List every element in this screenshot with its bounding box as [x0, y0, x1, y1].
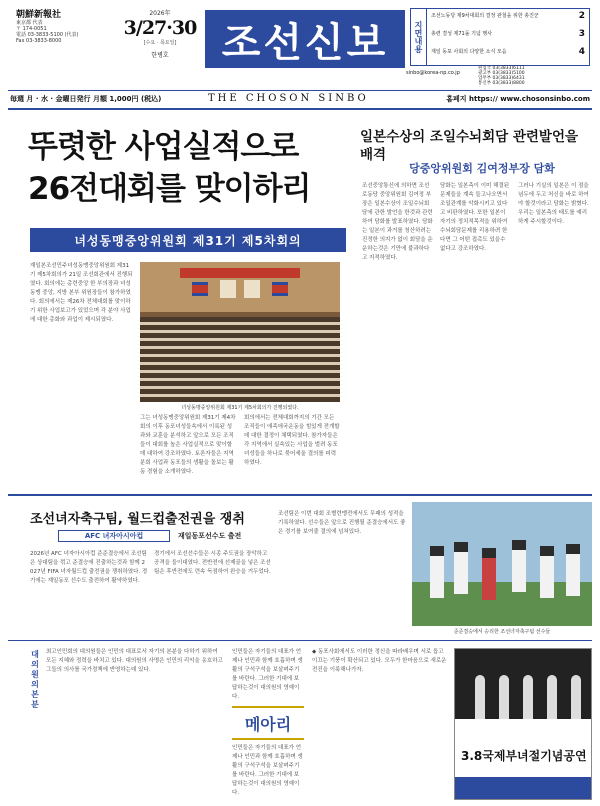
- lead-column: [244, 414, 340, 490]
- second-column: [518, 182, 590, 490]
- contents-page: 4: [578, 47, 585, 57]
- meeting-photo-caption: 녀성동맹중앙위원회 제31기 제5차회의가 진행되였다.: [181, 405, 299, 411]
- player-figure: [430, 546, 444, 598]
- contact-info: [478, 66, 590, 86]
- column-side-label: 대의원의 본분: [31, 650, 39, 709]
- performer-figure: [499, 675, 509, 719]
- contact-line: 통신부 03(3833)8800: [478, 81, 525, 86]
- contents-box: [410, 8, 590, 66]
- contents-page: 3: [578, 29, 585, 39]
- soccer-photo: [412, 502, 592, 626]
- bottom-body-text: ◆ 동포사회에서도 이러한 정신을 따라배우며 서로 돕고 이끄는 기풍이 확산되고 있다. 모두가 한마음으로 새로운 전진을 이룩해나가자.: [312, 649, 447, 673]
- soccer-column: [278, 510, 406, 636]
- portrait-icon: [244, 280, 260, 298]
- lead-body-text: 회의에서는 전체대회까지의 기간 모든 조직들이 애족애국운동을 힘있게 전개할데 대한 결정이 채택되였다. 참가자들은 각 지역에서 실속있는 사업을 벌려 동포녀성들을 하나로 묶어세울 결의를 피력하였다.: [244, 415, 340, 466]
- publisher-line: 〒 174-0051: [16, 26, 47, 32]
- concert-advertisement[interactable]: [454, 648, 592, 800]
- masthead-subbar: [10, 92, 590, 106]
- soccer-column: [154, 550, 272, 636]
- soccer-body-text: 경기에서 조선선수들은 시종 주도권을 장악하고 공격을 들이대였다. 전반전에 선제골을 넣은 조선팀은 후반전에도 련속 득점하여 완승을 거두었다.: [154, 551, 271, 575]
- ad-title: 3.8국제부녀절기념공연: [461, 749, 587, 763]
- soccer-column: [30, 550, 148, 636]
- bottom-body-text: 인민들은 자기들의 대표가 언제나 인민과 함께 호흡하며 생활의 구석구석을 보살펴주기를 바란다. 그러한 기대에 보답하는것이 대의원의 영예이다.: [232, 649, 303, 700]
- contents-item[interactable]: 총련 결성 제71돌 기념 행사: [431, 31, 493, 37]
- contact-email[interactable]: sinbo@korea-np.co.jp: [406, 70, 460, 76]
- second-body-text: 담화는 일본측이 이미 해결된 문제들을 계속 들고나오면서 조일관계를 악화시키고 있다고 비판하였다. 또한 일본이 자기의 정치적목적을 위하여 수뇌회담문제를 리용하려 한다면 그 어떤 접촉도 있을수 없다고 강조하였다.: [440, 183, 510, 252]
- issue-weekday: [수요 · 목요일]: [143, 40, 177, 46]
- subscription-info: 毎週 月 · 水 · 金曜日発行 月額 1,000円 (税込): [10, 95, 162, 103]
- photo-audience: [140, 317, 340, 402]
- masthead-rule: [8, 108, 592, 110]
- meori-column-logo: 메아리: [232, 706, 304, 740]
- flag-icon: [272, 282, 288, 296]
- section-divider: [8, 494, 592, 496]
- publisher-name: 朝鮮新報社: [16, 10, 62, 20]
- lead-body-text: 그는 녀성동맹중앙위원회 제31기 제4차회의 이후 동포녀성들속에서 이룩된 성과와 교훈을 분석하고 앞으로 모든 조직들이 대회를 높은 사업실적으로 맞이할데 대하여 강조하였다. 토론자들은 지역 분회 사업과 동포들의 생활을 돌보는 활동 경험을 소개하였다.: [140, 415, 236, 475]
- second-column: [362, 182, 434, 490]
- player-figure: [512, 540, 526, 592]
- contents-item[interactable]: 재일 동포 사회의 다양한 소식 모음: [431, 49, 507, 55]
- bottom-column: [232, 648, 304, 704]
- lead-column: [140, 414, 236, 490]
- player-figure: [566, 544, 580, 596]
- soccer-body-text: 2026년 AFC 녀자아시아컵 준준결승에서 조선팀은 상대팀을 꺾고 준결승에 진출하는것과 함께 2027년 FIFA 녀자월드컵 출전권을 쟁취하였다. 경기에는 재일동포 선수도 출전하여 활약하였다.: [30, 551, 148, 584]
- contents-label: 지면내용: [411, 9, 427, 65]
- second-headline[interactable]: 일본수상의 조일수뇌회담 관련발언을 배격: [360, 129, 579, 163]
- bottom-body-text: 최고인민회의 대의원들은 인민의 대표로서 자기의 본분을 다하기 위하여 모든 지혜와 정력을 바치고 있다. 대의원의 사명은 인민의 리익을 옹호하고 그들의 의사를 국가정책에 반영하는데 있다.: [46, 649, 223, 673]
- photo-stage-banner: [180, 268, 300, 278]
- contents-item[interactable]: 조선노동당 제9차대회의 결정 관철을 위한 총진군: [431, 13, 539, 19]
- publisher-line: 東京都 代表: [16, 20, 43, 26]
- english-title: THE CHOSON SINBO: [208, 93, 369, 104]
- publisher-line: Fax 03-3833-8000: [16, 38, 62, 44]
- lead-headline[interactable]: [28, 126, 348, 210]
- lead-headline-line: 26전대회를 맞이하리: [28, 171, 311, 207]
- performer-figure: [547, 675, 557, 719]
- player-figure: [454, 542, 468, 594]
- flag-icon: [192, 282, 208, 296]
- issue-number: 한병호: [151, 52, 169, 59]
- contents-page: 2: [578, 11, 585, 21]
- bottom-column: [232, 744, 304, 802]
- lead-banner: 녀성동맹중앙위원회 제31기 제5차회의: [30, 228, 346, 252]
- portrait-icon: [220, 280, 236, 298]
- player-figure: [540, 546, 554, 598]
- publisher-info: [16, 10, 116, 44]
- soccer-photo-caption: 준준결승에서 승리한 조선녀자축구팀 선수들: [453, 629, 551, 635]
- lead-body-text: 재일본조선민주녀성동맹중앙위원회 제31기 제5차회의가 21일 조선회관에서 진행되였다. 회의에는 총련중앙 한 부의장과 녀성동맹 중앙, 지방 본부 위원장들이 참가하였다. 회의에서는 제26차 전체대회를 맞이하기 위한 사업보고가 있었으며 각 분야 사업에 대한 총화와 과업이 제시되였다.: [30, 263, 133, 323]
- second-body-text: 그러나 기실의 일본은 이 점을 념두에 두고 처신을 바로 하여야 할것이라고 담화는 밝혔다. 우리는 일본측의 태도를 예리하게 주시할것이다.: [518, 183, 589, 225]
- performer-figure: [475, 675, 485, 719]
- performer-figure: [571, 675, 581, 719]
- ad-photo: [455, 649, 592, 719]
- bottom-column: [312, 648, 448, 802]
- second-subhead: 당중앙위원회 김여정부장 담화: [409, 162, 555, 175]
- second-body-text: 조선중앙통신에 의하면 조선로동당 중앙위원회 김여정 부장은 일본수상이 조일수뇌회담에 관한 발언을 한것과 관련하여 담화를 발표하였다. 담화는 일본이 과거를 청산하려는 진정한 의지가 없이 회담을 운운하는것은 기만에 불과하다고 지적하였다.: [362, 183, 433, 261]
- publisher-line: 電話 03-3833-5100 (代表): [16, 32, 79, 38]
- ad-footer-band: [455, 777, 592, 800]
- bottom-column: [46, 648, 224, 802]
- soccer-kicker: AFC 녀자아시아컵: [58, 530, 170, 542]
- newspaper-logo: 조선신보: [205, 10, 405, 68]
- soccer-body-text: 조선팀은 이번 대회 조별련맹전에서도 무패의 성적을 기록하였다. 선수들은 앞으로 진행될 준결승에서도 좋은 경기를 보여줄 결의에 넘쳐있다.: [278, 511, 406, 535]
- masthead: [10, 6, 590, 90]
- second-column: [440, 182, 512, 490]
- issue-date: 3/27·30: [123, 17, 197, 39]
- bottom-body-text: 인민들은 자기들의 대표가 언제나 인민과 함께 호흡하며 생활의 구석구석을 보살펴주기를 바란다. 그러한 기대에 보답하는것이 대의원의 영예이다.: [232, 745, 303, 796]
- soccer-headline[interactable]: 조선녀자축구팀, 월드컵출전권을 쟁취: [30, 512, 245, 527]
- masthead-divider: [8, 90, 592, 91]
- date-block: [115, 8, 205, 59]
- lead-column: [30, 262, 134, 490]
- website-link[interactable]: 홈페지 https:// www.chosonsinbo.com: [446, 95, 590, 103]
- performer-figure: [523, 675, 533, 719]
- contact-line: 업무부 03(3833)6431: [478, 76, 525, 81]
- meeting-photo: [140, 262, 340, 402]
- issue-year: 2026年: [149, 10, 171, 17]
- soccer-kicker-sub: 재일동포선수도 출전: [178, 532, 242, 540]
- lead-headline-line: 뚜렷한 사업실적으로: [28, 129, 299, 165]
- player-figure: [482, 548, 496, 600]
- bottom-divider: [8, 640, 592, 641]
- contact-line: 편집국 03(3833)6111: [478, 66, 525, 71]
- contact-line: 광고부 03(3833)5100: [478, 71, 525, 76]
